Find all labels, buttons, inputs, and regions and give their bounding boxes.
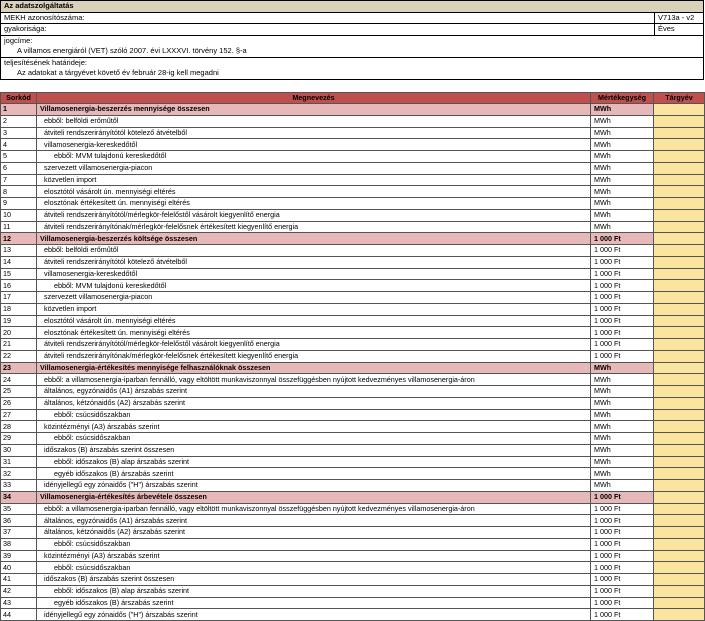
row-year-input-cell[interactable] (654, 585, 705, 597)
row-name: ebből: csúcsidőszakban (37, 409, 591, 421)
table-row (1, 104, 705, 116)
row-name: időszakos (B) árszabás szerint összesen (37, 574, 591, 586)
row-year-input-cell[interactable] (654, 174, 705, 186)
row-year-input-cell[interactable] (654, 468, 705, 480)
row-name: szervezett villamosenergia-piacon (37, 292, 591, 304)
row-year-input-cell[interactable] (654, 374, 705, 386)
row-unit: MWh (591, 139, 654, 151)
table-body (1, 104, 705, 621)
row-year-input-cell[interactable] (654, 104, 705, 116)
row-unit: 1 000 Ft (591, 233, 654, 245)
row-unit: 1 000 Ft (591, 574, 654, 586)
row-name: általános, egyzónaidős (A1) árszabás szerint (37, 386, 591, 398)
row-code: 13 (1, 245, 37, 257)
row-year-input-cell[interactable] (654, 350, 705, 362)
row-name: közintézményi (A3) árszabás szerint (37, 550, 591, 562)
table-row (1, 491, 705, 503)
row-code: 16 (1, 280, 37, 292)
row-year-input-cell[interactable] (654, 292, 705, 304)
row-code: 23 (1, 362, 37, 374)
row-name: elosztótól vásárolt ún. mennyiségi eltérés (37, 315, 591, 327)
row-code: 22 (1, 350, 37, 362)
row-year-input-cell[interactable] (654, 280, 705, 292)
row-year-input-cell[interactable] (654, 209, 705, 221)
row-name: ebből: MVM tulajdonú kereskedőtől (37, 280, 591, 292)
header-title: Az adatszolgáltatás (1, 1, 704, 13)
row-name: Villamosenergia-beszerzés költsége összesen (37, 233, 591, 245)
table-row (1, 233, 705, 245)
row-code: 14 (1, 256, 37, 268)
frequency-label: gyakorisága: (1, 24, 655, 36)
row-unit: 1 000 Ft (591, 597, 654, 609)
row-name: általános, egyzónaidős (A1) árszabás szerint (37, 515, 591, 527)
row-name: általános, kétzónaidős (A2) árszabás szerint (37, 397, 591, 409)
row-year-input-cell[interactable] (654, 550, 705, 562)
row-name: ebből: csúcsidőszakban (37, 433, 591, 445)
row-code: 31 (1, 456, 37, 468)
row-name: egyéb időszakos (B) árszabás szerint (37, 597, 591, 609)
row-code: 40 (1, 562, 37, 574)
row-unit: MWh (591, 433, 654, 445)
row-unit: 1 000 Ft (591, 256, 654, 268)
row-name: ebből: csúcsidőszakban (37, 538, 591, 550)
row-name: átviteli rendszerirányítónak/mérlegkör-felelősnek értékesített kiegyenlítő energia (37, 350, 591, 362)
row-unit: 1 000 Ft (591, 292, 654, 304)
table-row (1, 444, 705, 456)
row-year-input-cell[interactable] (654, 221, 705, 233)
row-name: ebből: belföldi erőműtől (37, 245, 591, 257)
row-code: 26 (1, 397, 37, 409)
table-row (1, 162, 705, 174)
row-name: időszakos (B) árszabás szerint összesen (37, 444, 591, 456)
row-unit: 1 000 Ft (591, 503, 654, 515)
table-row (1, 198, 705, 210)
table-row (1, 597, 705, 609)
row-code: 34 (1, 491, 37, 503)
row-year-input-cell[interactable] (654, 186, 705, 198)
mekh-value[interactable]: V713a - v2 (655, 12, 704, 24)
row-code: 36 (1, 515, 37, 527)
row-year-input-cell[interactable] (654, 139, 705, 151)
table-row (1, 339, 705, 351)
row-unit: 1 000 Ft (591, 350, 654, 362)
row-name: elosztónak értékesített ún. mennyiségi eltérés (37, 198, 591, 210)
row-code: 7 (1, 174, 37, 186)
row-year-input-cell[interactable] (654, 198, 705, 210)
row-code: 27 (1, 409, 37, 421)
table-row (1, 245, 705, 257)
row-code: 21 (1, 339, 37, 351)
row-unit: 1 000 Ft (591, 491, 654, 503)
column-header-unit: Mértékegység (591, 93, 654, 104)
row-code: 18 (1, 303, 37, 315)
row-unit: 1 000 Ft (591, 268, 654, 280)
row-year-input-cell[interactable] (654, 339, 705, 351)
row-year-input-cell[interactable] (654, 491, 705, 503)
row-code: 24 (1, 374, 37, 386)
table-row (1, 303, 705, 315)
row-unit: MWh (591, 409, 654, 421)
row-name: ebből: csúcsidőszakban (37, 562, 591, 574)
table-row (1, 362, 705, 374)
table-row (1, 421, 705, 433)
row-code: 32 (1, 468, 37, 480)
row-year-input-cell[interactable] (654, 562, 705, 574)
column-header-code: Sorkód (1, 93, 37, 104)
row-name: ebből: időszakos (B) alap árszabás szerint (37, 585, 591, 597)
legal-basis-value[interactable]: A villamos energiáról (VET) szóló 2007. évi LXXXVI. törvény 152. §-a (1, 46, 704, 57)
row-year-input-cell[interactable] (654, 503, 705, 515)
row-unit: 1 000 Ft (591, 550, 654, 562)
table-row (1, 468, 705, 480)
table-row (1, 256, 705, 268)
row-year-input-cell[interactable] (654, 268, 705, 280)
row-code: 41 (1, 574, 37, 586)
row-code: 4 (1, 139, 37, 151)
table-row (1, 515, 705, 527)
row-code: 17 (1, 292, 37, 304)
table-row (1, 327, 705, 339)
row-name: általános, kétzónaidős (A2) árszabás szerint (37, 527, 591, 539)
row-unit: MWh (591, 421, 654, 433)
row-unit: MWh (591, 115, 654, 127)
row-unit: MWh (591, 480, 654, 492)
table-row (1, 186, 705, 198)
table-row (1, 397, 705, 409)
row-unit: 1 000 Ft (591, 303, 654, 315)
column-header-year: Tárgyév (654, 93, 705, 104)
row-year-input-cell[interactable] (654, 433, 705, 445)
table-row (1, 456, 705, 468)
table-row (1, 268, 705, 280)
row-year-input-cell[interactable] (654, 456, 705, 468)
row-code: 28 (1, 421, 37, 433)
table-row (1, 480, 705, 492)
row-unit: MWh (591, 209, 654, 221)
table-row (1, 292, 705, 304)
row-name: idényjellegű egy zónaidős ("H") árszabás szerint (37, 609, 591, 621)
row-code: 1 (1, 104, 37, 116)
row-unit: MWh (591, 198, 654, 210)
row-unit: 1 000 Ft (591, 562, 654, 574)
table-row (1, 221, 705, 233)
row-unit: MWh (591, 456, 654, 468)
row-unit: 1 000 Ft (591, 339, 654, 351)
row-year-input-cell[interactable] (654, 303, 705, 315)
row-unit: MWh (591, 374, 654, 386)
row-name: közintézményi (A3) árszabás szerint (37, 421, 591, 433)
row-unit: MWh (591, 162, 654, 174)
table-row (1, 280, 705, 292)
row-unit: 1 000 Ft (591, 280, 654, 292)
deadline-label: teljesítésének határideje: (1, 57, 704, 68)
row-year-input-cell[interactable] (654, 327, 705, 339)
row-year-input-cell[interactable] (654, 386, 705, 398)
table-row (1, 139, 705, 151)
data-table (0, 92, 705, 621)
row-unit: MWh (591, 104, 654, 116)
row-code: 38 (1, 538, 37, 550)
row-year-input-cell[interactable] (654, 515, 705, 527)
row-year-input-cell[interactable] (654, 409, 705, 421)
row-code: 5 (1, 151, 37, 163)
row-name: átviteli rendszerirányítótól kötelező átvételből (37, 256, 591, 268)
row-code: 9 (1, 198, 37, 210)
table-row (1, 550, 705, 562)
frequency-value[interactable]: Éves (655, 24, 704, 36)
table-row (1, 174, 705, 186)
table-row (1, 151, 705, 163)
row-code: 30 (1, 444, 37, 456)
table-row (1, 574, 705, 586)
row-name: ebből: belföldi erőműtől (37, 115, 591, 127)
row-name: ebből: a villamosenergia-iparban fennálló, vagy eltöltött munkaviszonnyal összefüggésben nyújtott kedvezményes villamosenergia-áron (37, 374, 591, 386)
table-row (1, 374, 705, 386)
table-row (1, 127, 705, 139)
row-name: idényjellegű egy zónaidős ("H") árszabás szerint (37, 480, 591, 492)
row-name: ebből: MVM tulajdonú kereskedőtől (37, 151, 591, 163)
row-code: 6 (1, 162, 37, 174)
row-code: 43 (1, 597, 37, 609)
row-unit: MWh (591, 174, 654, 186)
row-unit: MWh (591, 127, 654, 139)
table-row (1, 562, 705, 574)
row-code: 39 (1, 550, 37, 562)
table-row (1, 503, 705, 515)
row-code: 15 (1, 268, 37, 280)
row-name: szervezett villamosenergia-piacon (37, 162, 591, 174)
row-year-input-cell[interactable] (654, 315, 705, 327)
row-unit: 1 000 Ft (591, 515, 654, 527)
row-code: 29 (1, 433, 37, 445)
row-unit: 1 000 Ft (591, 315, 654, 327)
row-year-input-cell[interactable] (654, 527, 705, 539)
header-table (0, 0, 704, 80)
row-year-input-cell[interactable] (654, 233, 705, 245)
table-row (1, 538, 705, 550)
row-code: 19 (1, 315, 37, 327)
row-name: elosztótól vásárolt ún. mennyiségi eltérés (37, 186, 591, 198)
row-name: ebből: a villamosenergia-iparban fennálló, vagy eltöltött munkaviszonnyal összefüggésben nyújtott kedvezményes villamosenergia-áron (37, 503, 591, 515)
row-unit: MWh (591, 444, 654, 456)
row-code: 20 (1, 327, 37, 339)
row-name: közvetlen import (37, 174, 591, 186)
row-unit: 1 000 Ft (591, 609, 654, 621)
row-name: átviteli rendszerirányítónak/mérlegkör-felelősnek értékesített kiegyenlítő energia (37, 221, 591, 233)
table-row (1, 386, 705, 398)
table-row (1, 350, 705, 362)
row-code: 25 (1, 386, 37, 398)
row-year-input-cell[interactable] (654, 162, 705, 174)
row-code: 11 (1, 221, 37, 233)
row-unit: MWh (591, 362, 654, 374)
row-unit: MWh (591, 221, 654, 233)
table-row (1, 527, 705, 539)
row-year-input-cell[interactable] (654, 362, 705, 374)
deadline-value[interactable]: Az adatokat a tárgyévet követő év február 28-ig kell megadni (1, 68, 704, 79)
legal-basis-label: jogcíme: (1, 35, 704, 46)
table-row (1, 209, 705, 221)
table-row (1, 433, 705, 445)
row-name: ebből: időszakos (B) alap árszabás szerint (37, 456, 591, 468)
row-unit: MWh (591, 397, 654, 409)
row-unit: 1 000 Ft (591, 585, 654, 597)
row-year-input-cell[interactable] (654, 115, 705, 127)
row-code: 33 (1, 480, 37, 492)
row-code: 35 (1, 503, 37, 515)
table-row (1, 315, 705, 327)
table-header-row (1, 93, 705, 104)
row-code: 37 (1, 527, 37, 539)
row-year-input-cell[interactable] (654, 127, 705, 139)
row-year-input-cell[interactable] (654, 574, 705, 586)
row-unit: MWh (591, 186, 654, 198)
row-code: 3 (1, 127, 37, 139)
row-name: Villamosenergia-beszerzés mennyisége összesen (37, 104, 591, 116)
table-row (1, 585, 705, 597)
table-row (1, 115, 705, 127)
row-name: átviteli rendszerirányítótól kötelező átvételből (37, 127, 591, 139)
row-unit: 1 000 Ft (591, 527, 654, 539)
row-name: villamosenergia-kereskedőtől (37, 139, 591, 151)
table-row (1, 409, 705, 421)
row-name: átviteli rendszerirányítótól/mérlegkör-felelőstől vásárolt kiegyenlítő energia (37, 339, 591, 351)
row-year-input-cell[interactable] (654, 480, 705, 492)
row-year-input-cell[interactable] (654, 256, 705, 268)
column-header-name: Megnevezés (37, 93, 591, 104)
row-name: villamosenergia-kereskedőtől (37, 268, 591, 280)
row-code: 8 (1, 186, 37, 198)
row-code: 44 (1, 609, 37, 621)
row-unit: MWh (591, 468, 654, 480)
row-unit: MWh (591, 386, 654, 398)
row-unit: 1 000 Ft (591, 327, 654, 339)
row-year-input-cell[interactable] (654, 444, 705, 456)
row-name: egyéb időszakos (B) árszabás szerint (37, 468, 591, 480)
row-code: 10 (1, 209, 37, 221)
row-year-input-cell[interactable] (654, 397, 705, 409)
row-name: átviteli rendszerirányítótól/mérlegkör-felelőstől vásárolt kiegyenlítő energia (37, 209, 591, 221)
row-unit: 1 000 Ft (591, 538, 654, 550)
row-year-input-cell[interactable] (654, 245, 705, 257)
row-year-input-cell[interactable] (654, 597, 705, 609)
row-year-input-cell[interactable] (654, 421, 705, 433)
row-code: 12 (1, 233, 37, 245)
row-year-input-cell[interactable] (654, 538, 705, 550)
row-unit: MWh (591, 151, 654, 163)
row-year-input-cell[interactable] (654, 151, 705, 163)
row-name: Villamosenergia-értékesítés mennyisége felhasználóknak összesen (37, 362, 591, 374)
row-name: közvetlen import (37, 303, 591, 315)
row-name: Villamosenergia-értékesítés árbevétele összesen (37, 491, 591, 503)
row-name: elosztónak értékesített ún. mennyiségi eltérés (37, 327, 591, 339)
row-code: 2 (1, 115, 37, 127)
row-unit: 1 000 Ft (591, 245, 654, 257)
row-code: 42 (1, 585, 37, 597)
mekh-label: MEKH azonosítószáma: (1, 12, 655, 24)
